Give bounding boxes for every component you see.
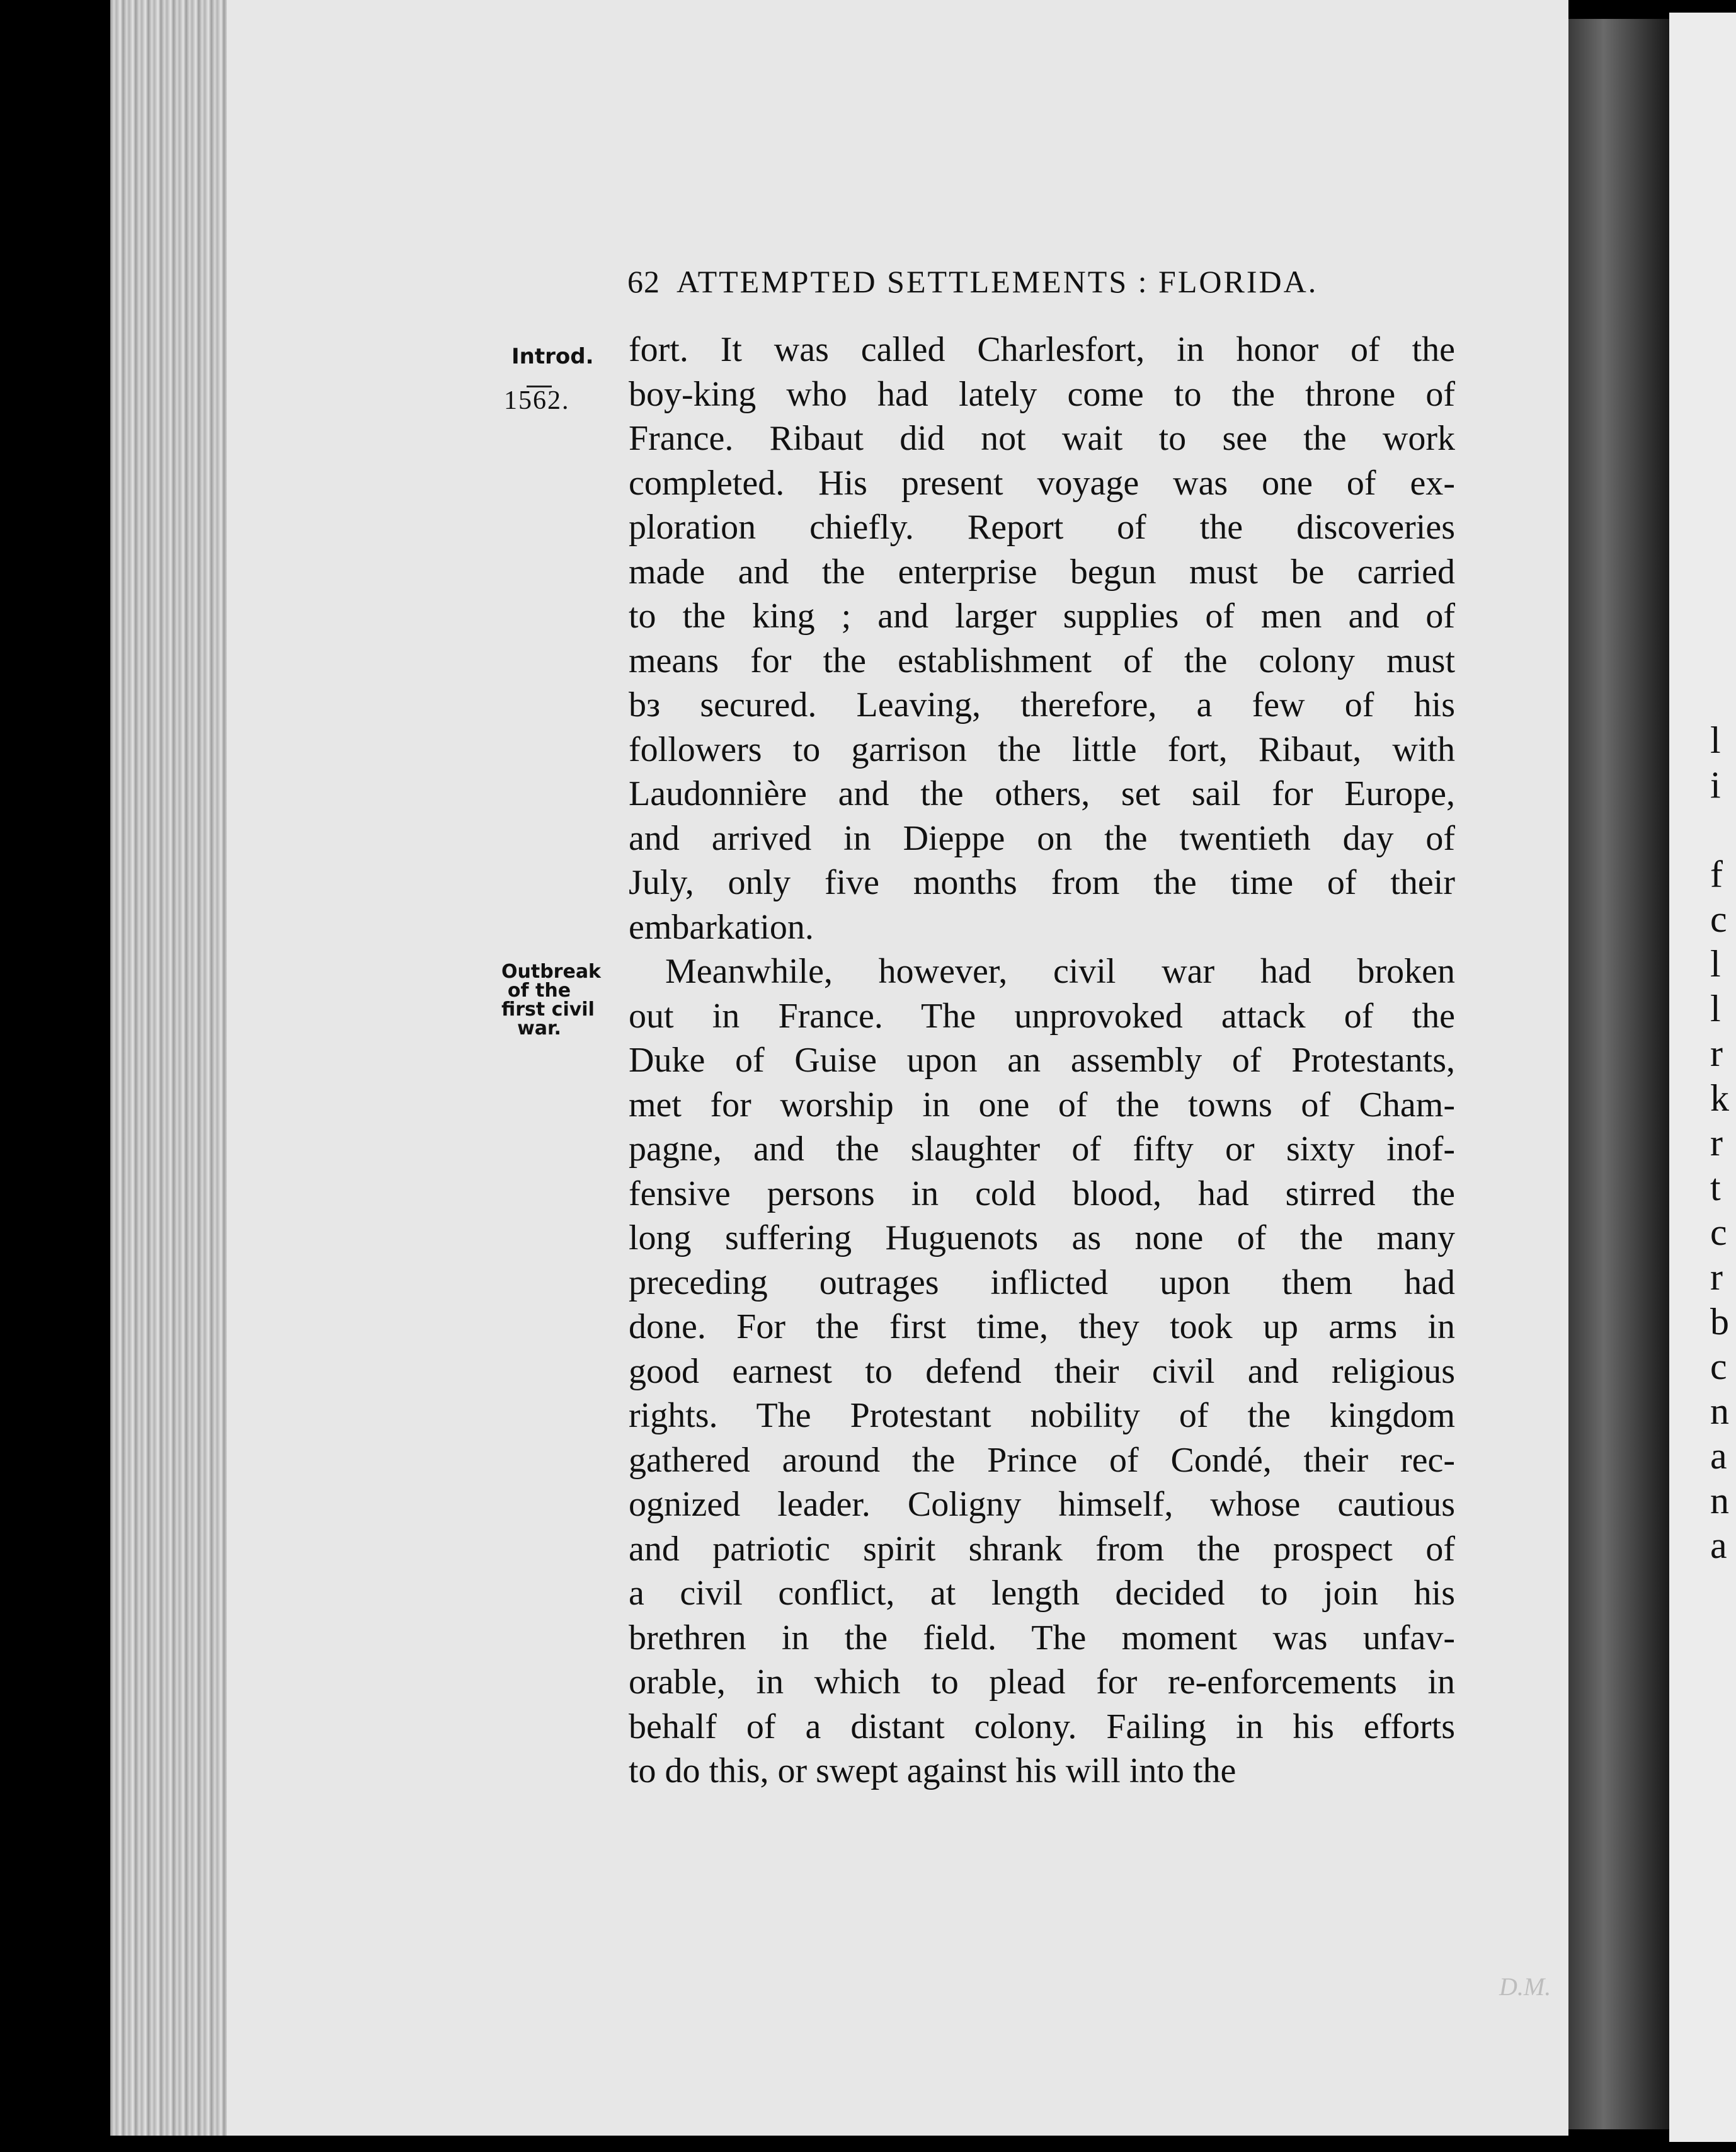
facing-page-letter: r: [1710, 1256, 1723, 1298]
text-line: bз secured. Leaving, therefore, a few of his: [629, 685, 1455, 724]
text-line: orable, in which to plead for re-enforcements in: [629, 1663, 1455, 1702]
text-line: and arrived in Dieppe on the twentieth day of: [629, 818, 1455, 858]
text-line: fensive persons in cold blood, had stirred the: [629, 1174, 1455, 1213]
facing-page-letter: b: [1710, 1301, 1729, 1342]
facing-page-letter: c: [1710, 1346, 1727, 1387]
facing-page-letter: f: [1710, 854, 1723, 895]
facing-page-letter: a: [1710, 1435, 1727, 1477]
text-line: long suffering Huguenots as none of the many: [629, 1218, 1455, 1257]
text-line: Duke of Guise upon an assembly of Protestants,: [629, 1041, 1455, 1080]
facing-page-letter: l: [1710, 943, 1721, 985]
facing-page-letter: n: [1710, 1480, 1729, 1521]
text-line: rights. The Protestant nobility of the kingdom: [629, 1396, 1455, 1435]
text-line: a civil conflict, at length decided to join his: [629, 1574, 1455, 1613]
page-edges: [110, 0, 236, 2136]
signature: D.M.: [1499, 1972, 1551, 2001]
text-line: preceding outrages inflicted upon them had: [629, 1262, 1455, 1302]
page-number: 62: [627, 264, 660, 299]
text-line: good earnest to defend their civil and religious: [629, 1351, 1455, 1391]
margin-note-line: of the: [507, 980, 571, 1002]
running-head-title: ATTEMPTED SETTLEMENTS : FLORIDA.: [677, 264, 1318, 299]
margin-note-line: first civil: [501, 999, 595, 1021]
facing-page-letter: c: [1710, 898, 1727, 940]
facing-page-letter: i: [1710, 764, 1721, 806]
text-line: pagne, and the slaughter of fifty or sixty inof-: [629, 1130, 1455, 1169]
text-line: out in France. The unprovoked attack of the: [629, 996, 1455, 1036]
text-line: gathered around the Prince of Condé, their rec-: [629, 1440, 1455, 1480]
text-line: embarkation.: [629, 907, 814, 947]
text-line: ognized leader. Coligny himself, whose cautious: [629, 1485, 1455, 1524]
text-line: fort. It was called Charlesfort, in honor of the: [629, 330, 1455, 369]
text-line: boy-king who had lately come to the throne of: [629, 374, 1455, 414]
facing-page-letter: l: [1710, 719, 1721, 761]
facing-page-letter: c: [1710, 1211, 1727, 1253]
facing-page-letter: [1710, 808, 1735, 852]
text-line: France. Ribaut did not wait to see the work: [629, 419, 1455, 458]
margin-note-line: Outbreak: [501, 961, 602, 983]
text-line: made and the enterprise begun must be carried: [629, 552, 1455, 592]
text-line: met for worship in one of the towns of Cham-: [629, 1085, 1455, 1125]
text-line: behalf of a distant colony. Failing in his efforts: [629, 1707, 1455, 1746]
text-line: and patriotic spirit shrank from the prospect of: [629, 1529, 1455, 1569]
body-text: [629, 328, 1455, 1794]
text-line: followers to garrison the little fort, Ribaut, with: [629, 730, 1455, 769]
text-line: done. For the first time, they took up arms in: [629, 1307, 1455, 1346]
facing-page-letter: t: [1710, 1167, 1721, 1208]
binding-gutter: [1568, 19, 1669, 2129]
text-line: ploration chiefly. Report of the discoveries: [629, 508, 1455, 547]
text-line: to do this, or swept against his will into the: [629, 1751, 1236, 1790]
margin-note-introd: Introd.: [511, 344, 594, 369]
facing-page-letter: k: [1710, 1077, 1729, 1119]
facing-page-letter: r: [1710, 1033, 1723, 1074]
text-line: Laudonnière and the others, set sail for Europe,: [629, 774, 1455, 813]
text-line: July, only five months from the time of their: [629, 863, 1455, 902]
margin-note-outbreak: [501, 961, 602, 1039]
running-header: [627, 263, 1318, 300]
margin-note-year: 1562.: [504, 386, 570, 415]
text-line: completed. His present voyage was one of ex-: [629, 463, 1455, 503]
margin-note-line: war.: [517, 1017, 561, 1039]
facing-page-letters: [1710, 718, 1735, 1568]
text-line: to the king ; and larger supplies of men and of: [629, 597, 1455, 636]
facing-page-letter: n: [1710, 1390, 1729, 1432]
text-line: brethren in the field. The moment was unfav-: [629, 1618, 1455, 1657]
text-line: Meanwhile, however, civil war had broken: [665, 952, 1455, 991]
facing-page-letter: r: [1710, 1122, 1723, 1164]
text-line: means for the establishment of the colony must: [629, 641, 1455, 680]
facing-page-letter: l: [1710, 988, 1721, 1029]
facing-page-letter: a: [1710, 1525, 1727, 1566]
